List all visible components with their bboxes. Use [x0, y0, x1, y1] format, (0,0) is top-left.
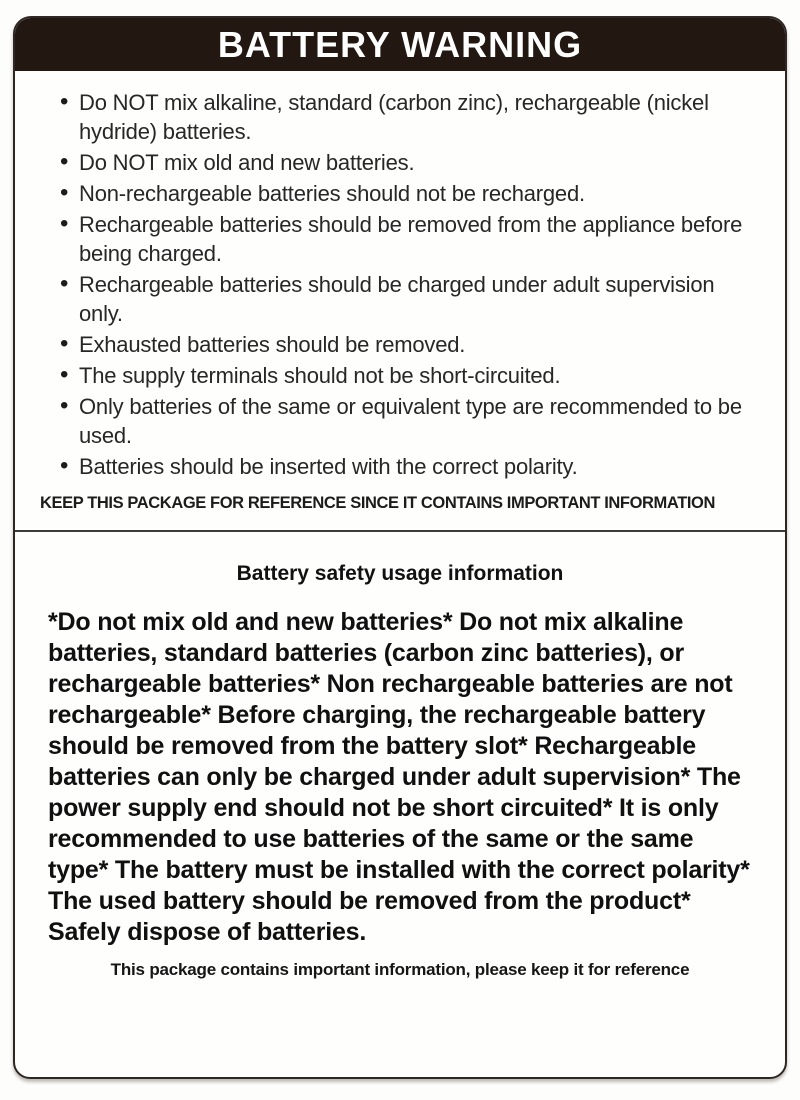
info-section-heading: Battery safety usage information: [236, 562, 564, 585]
warning-item: • Exhausted batteries should be removed.: [60, 330, 759, 359]
section-divider: [15, 530, 785, 532]
warning-title: BATTERY WARNING: [217, 23, 583, 65]
warning-item: • Do NOT mix alkaline, standard (carbon zinc), rechargeable (nickel hydride) batteries.: [60, 88, 759, 146]
warning-item: • Batteries should be inserted with the correct polarity.: [60, 452, 759, 481]
warning-item: • Non-rechargeable batteries should not be recharged.: [60, 179, 759, 208]
info-paragraph: *Do not mix old and new batteries* Do not mix alkaline batteries, standard batteries (carbon zinc batteries), or rechargeable batteries* Non rechargeable batteries are not rechargeable* Before charging, the rechargeable battery should be removed from the battery slot* Rechargeable batteries can only be charged under adult supervision* The power supply end should not be short circuited* It is only recommended to use batteries of the same or the same type* The battery must be installed with the correct polarity* The used battery should be removed from the product* Safely dispose of batteries.: [48, 608, 750, 946]
package-footer-note: This package contains important information, please keep it for reference: [110, 960, 690, 979]
warning-list: [15, 88, 785, 481]
warning-item: • Rechargeable batteries should be charged under adult supervision only.: [60, 270, 759, 328]
warning-item: • Rechargeable batteries should be removed from the appliance before being charged.: [60, 210, 759, 268]
warning-item: • Do NOT mix old and new batteries.: [60, 148, 759, 177]
warning-item: • The supply terminals should not be short-circuited.: [60, 361, 759, 390]
warning-item: • Only batteries of the same or equivalent type are recommended to be used.: [60, 392, 759, 450]
keep-package-note: KEEP THIS PACKAGE FOR REFERENCE SINCE IT CONTAINS IMPORTANT INFORMATION: [40, 494, 716, 512]
battery-warning-card: [13, 16, 787, 1079]
warning-header: [15, 18, 785, 71]
